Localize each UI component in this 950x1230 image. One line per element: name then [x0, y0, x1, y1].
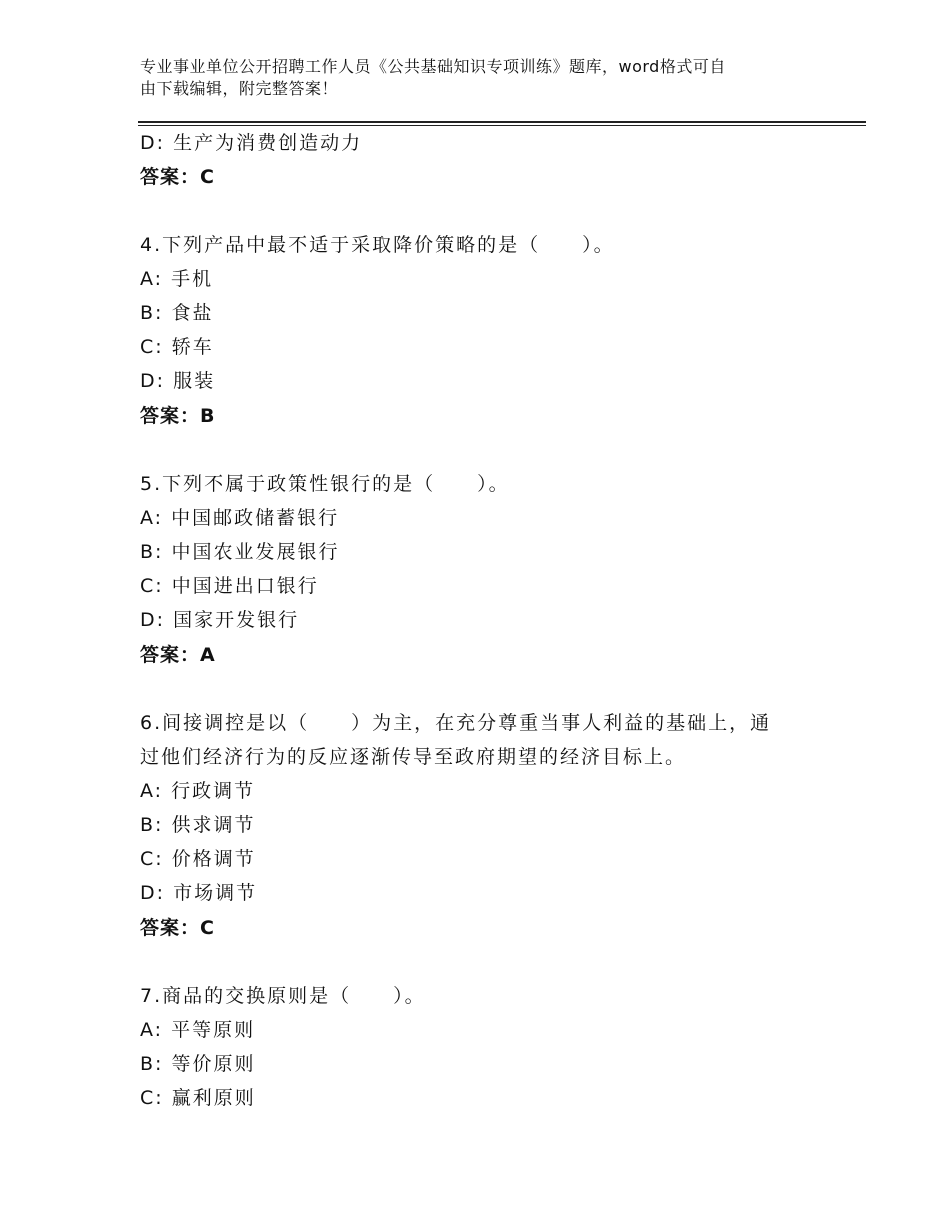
option-c: C: 价格调节: [140, 848, 256, 870]
option-c: C: 中国进出口银行: [140, 575, 319, 597]
answer: 答案：C: [140, 166, 215, 188]
option-d: D: 市场调节: [140, 882, 258, 904]
answer: 答案：A: [140, 644, 216, 666]
option-b: B: 中国农业发展银行: [140, 541, 340, 563]
option-b: B: 供求调节: [140, 814, 256, 836]
option-a: A: 手机: [140, 268, 214, 290]
option-b: B: 等价原则: [140, 1053, 256, 1075]
page-header: [140, 56, 810, 100]
option-b: B: 食盐: [140, 302, 214, 324]
header-rule-thin: [138, 125, 866, 126]
question-stem: 5.下列不属于政策性银行的是（ ）。: [140, 473, 510, 495]
header-rule-thick: [138, 121, 866, 123]
option-c: C: 赢利原则: [140, 1087, 256, 1109]
question-stem-line-1: 6.间接调控是以（ ）为主，在充分尊重当事人利益的基础上，通: [140, 712, 772, 734]
option-d: D: 服装: [140, 370, 216, 392]
option-d: D: 国家开发银行: [140, 609, 300, 631]
question-stem: 7.商品的交换原则是（ ）。: [140, 985, 426, 1007]
question-stem: 4.下列产品中最不适于采取降价策略的是（ ）。: [140, 234, 615, 256]
answer: 答案：C: [140, 917, 215, 939]
header-title-line-2: 由下载编辑，附完整答案！: [140, 79, 339, 98]
question-stem-line-2: 过他们经济行为的反应逐渐传导至政府期望的经济目标上。: [140, 746, 687, 768]
option-a: A: 行政调节: [140, 780, 256, 802]
option-a: A: 平等原则: [140, 1019, 256, 1041]
answer: 答案：B: [140, 405, 216, 427]
option-a: A: 中国邮政储蓄银行: [140, 507, 340, 529]
option-c: C: 轿车: [140, 336, 214, 358]
option-d: D: 生产为消费创造动力: [140, 132, 363, 154]
header-title-line-1: 专业事业单位公开招聘工作人员《公共基础知识专项训练》题库，word格式可自: [140, 57, 726, 76]
